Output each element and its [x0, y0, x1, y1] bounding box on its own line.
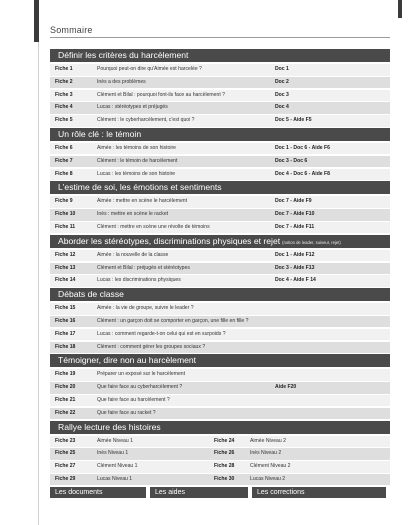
section-header: L'estime de soi, les émotions et sentiments [50, 181, 390, 194]
fiche-label: Fiche 25 [55, 450, 76, 457]
fiche-row[interactable] [50, 369, 390, 381]
fiche-description: Aimée : la nouvelle de la classe [97, 251, 169, 258]
section-header: Aborder les stéréotypes, discriminations physiques et rejet (notion de leader, suiveur, rejet) [50, 235, 390, 248]
section-header: Définir les critères du harcèlement [50, 49, 390, 62]
fiche-documents [275, 303, 390, 315]
fiche-documents [275, 342, 390, 354]
fiche-description: Clément Niveau 2 [250, 463, 291, 470]
fiche-label: Fiche 21 [55, 396, 76, 403]
fiche-description: Aimée : mettre en scène le harcèlement [97, 198, 188, 205]
fiche-label: Fiche 19 [55, 371, 76, 378]
fiche-description: Inès Niveau 2 [250, 450, 282, 457]
fiche-row[interactable] [50, 196, 390, 208]
fiche-label: Fiche 30 [214, 475, 235, 482]
fiche-label: Fiche 17 [55, 330, 76, 337]
fiche-row[interactable] [50, 90, 390, 102]
fiche-description: Lucas : comment regarde-t-on celui qui est en surpoids ? [97, 330, 226, 337]
fiche-description: Lucas Niveau 1 [97, 475, 133, 482]
fiche-row[interactable] [50, 209, 390, 221]
fiche-description: Que faire face au racket ? [97, 409, 156, 416]
sidebar-marker [34, 0, 39, 42]
fiche-description: Clément : le cyberharcèlement, c'est quoi ? [97, 117, 195, 124]
fiche-description: Lucas : les discriminations physiques [97, 277, 181, 284]
fiche-label: Fiche 29 [55, 475, 76, 482]
fiche-description: Clément et Bilal : pourquoi font-ils face au harcèlement ? [97, 91, 225, 98]
fiche-label: Fiche 4 [55, 104, 73, 111]
fiche-label: Fiche 26 [214, 450, 235, 457]
fiche-label: Fiche 6 [55, 144, 73, 151]
fiche-row[interactable] [50, 156, 390, 168]
fiche-documents: Aide F20 [275, 384, 297, 391]
fiche-row[interactable] [50, 382, 390, 394]
aides-link[interactable]: Les aides [150, 487, 248, 498]
fiche-label: Fiche 24 [214, 437, 235, 444]
fiche-label: Fiche 23 [55, 437, 76, 444]
fiche-row[interactable] [50, 342, 390, 354]
fiche-description: Préparer un exposé sur le harcèlement [97, 371, 186, 378]
fiche-description: Que faire face au cyberharcèlement ? [97, 384, 183, 391]
section-header: Rallye lecture des histoires [50, 421, 390, 434]
fiche-description: Clément et Bilal : préjugés et stéréotypes [97, 264, 190, 271]
fiche-label: Fiche 18 [55, 343, 76, 350]
fiche-description: Aimée Niveau 1 [97, 437, 133, 444]
fiche-label: Fiche 22 [55, 409, 76, 416]
fiche-documents: Doc 4 - Doc 6 - Aide F8 [275, 170, 331, 177]
fiche-description: Clément : le témoin de harcèlement [97, 157, 178, 164]
fiche-documents [275, 369, 390, 381]
fiche-row[interactable] [50, 250, 390, 262]
rallye-row[interactable] [50, 461, 390, 473]
fiche-description: Clément : comment gérer les groupes sociaux ? [97, 343, 206, 350]
table-of-contents [50, 49, 390, 498]
fiche-documents: Doc 7 - Aide F10 [275, 211, 315, 218]
corrections-link[interactable]: Les corrections [252, 487, 386, 498]
fiche-description: Que faire face au harcèlement ? [97, 396, 170, 403]
fiche-documents: Doc 3 - Aide F13 [275, 264, 315, 271]
fiche-row[interactable] [50, 395, 390, 407]
fiche-row[interactable] [50, 316, 390, 328]
fiche-description: Aimée Niveau 2 [250, 437, 286, 444]
fiche-row[interactable] [50, 169, 390, 181]
fiche-description: Inès a des problèmes [97, 78, 146, 85]
fiche-description: Inès Niveau 1 [97, 450, 129, 457]
fiche-documents [275, 408, 390, 420]
fiche-row[interactable] [50, 263, 390, 275]
fiche-label: Fiche 28 [214, 463, 235, 470]
fiche-documents [275, 395, 390, 407]
fiche-documents: Doc 7 - Aide F9 [275, 198, 312, 205]
fiche-label: Fiche 3 [55, 91, 73, 98]
fiche-label: Fiche 2 [55, 78, 73, 85]
documents-link[interactable]: Les documents [50, 487, 146, 498]
section-header: Débats de classe [50, 288, 390, 301]
fiche-row[interactable] [50, 275, 390, 287]
fiche-row[interactable] [50, 77, 390, 89]
fiche-row[interactable] [50, 303, 390, 315]
fiche-documents: Doc 3 [275, 91, 289, 98]
fiche-documents [275, 329, 390, 341]
fiche-row[interactable] [50, 222, 390, 234]
fiche-description: Pourquoi peut-on dire qu'Aimée est harcelée ? [97, 66, 202, 72]
fiche-documents: Doc 1 - Doc 6 - Aide F6 [275, 144, 331, 151]
fiche-documents: Doc 2 [275, 78, 289, 85]
rallye-row[interactable] [50, 474, 390, 486]
sidebar-rule [38, 42, 39, 525]
fiche-description: Lucas : stéréotypes et préjugés [97, 104, 168, 111]
fiche-documents: Doc 5 - Aide F5 [275, 117, 312, 124]
fiche-description: Aimée : la vie de groupe, suivre le leader ? [97, 305, 194, 312]
page-title: Sommaire [50, 25, 93, 35]
fiche-label: Fiche 8 [55, 170, 73, 177]
section-header-note: (notion de leader, suiveur, rejet) [282, 239, 341, 245]
fiche-row[interactable] [50, 115, 390, 127]
fiche-row[interactable] [50, 329, 390, 341]
title-rule [50, 37, 390, 38]
fiche-label: Fiche 16 [55, 317, 76, 324]
corner-marker [398, 0, 402, 18]
section-header: Témoigner, dire non au harcèlement [50, 354, 390, 367]
fiche-description: Lucas : les témoins de son histoire [97, 170, 176, 177]
fiche-documents [275, 316, 390, 328]
fiche-documents: Doc 1 - Aide F12 [275, 251, 315, 258]
fiche-label: Fiche 7 [55, 157, 73, 164]
fiche-label: Fiche 27 [55, 463, 76, 470]
fiche-description: Clément Niveau 1 [97, 463, 138, 470]
fiche-documents: Doc 4 - Aide F 14 [275, 277, 316, 284]
fiche-row[interactable] [50, 64, 390, 76]
fiche-description: Clément : un garçon doit se comporter en garçon, une fille en fille ? [97, 317, 249, 324]
fiche-row[interactable] [50, 408, 390, 420]
rallye-row[interactable] [50, 436, 390, 448]
fiche-label: Fiche 20 [55, 384, 76, 391]
fiche-label: Fiche 15 [55, 305, 76, 312]
fiche-documents: Doc 7 - Aide F11 [275, 223, 315, 230]
fiche-documents: Doc 3 - Doc 6 [275, 157, 308, 164]
fiche-description: Inès : mettre en scène le racket [97, 211, 169, 218]
fiche-label: Fiche 12 [55, 251, 76, 258]
rallye-row[interactable] [50, 448, 390, 460]
fiche-label: Fiche 13 [55, 264, 76, 271]
fiche-documents: Doc 4 [275, 104, 289, 111]
fiche-description: Aimée : les témoins de son histoire [97, 144, 176, 151]
fiche-label: Fiche 14 [55, 277, 76, 284]
fiche-row[interactable] [50, 102, 390, 114]
fiche-documents: Doc 1 [275, 66, 289, 72]
fiche-label: Fiche 11 [55, 223, 76, 230]
fiche-description: Clément : mettre en scène une révolte de témoins [97, 223, 210, 230]
fiche-label: Fiche 10 [55, 211, 76, 218]
fiche-label: Fiche 9 [55, 198, 73, 205]
fiche-row[interactable] [50, 143, 390, 155]
fiche-label: Fiche 1 [55, 66, 73, 72]
fiche-description: Lucas Niveau 2 [250, 475, 286, 482]
fiche-label: Fiche 5 [55, 117, 73, 124]
footer-links [50, 487, 390, 498]
section-header: Un rôle clé : le témoin [50, 128, 390, 141]
